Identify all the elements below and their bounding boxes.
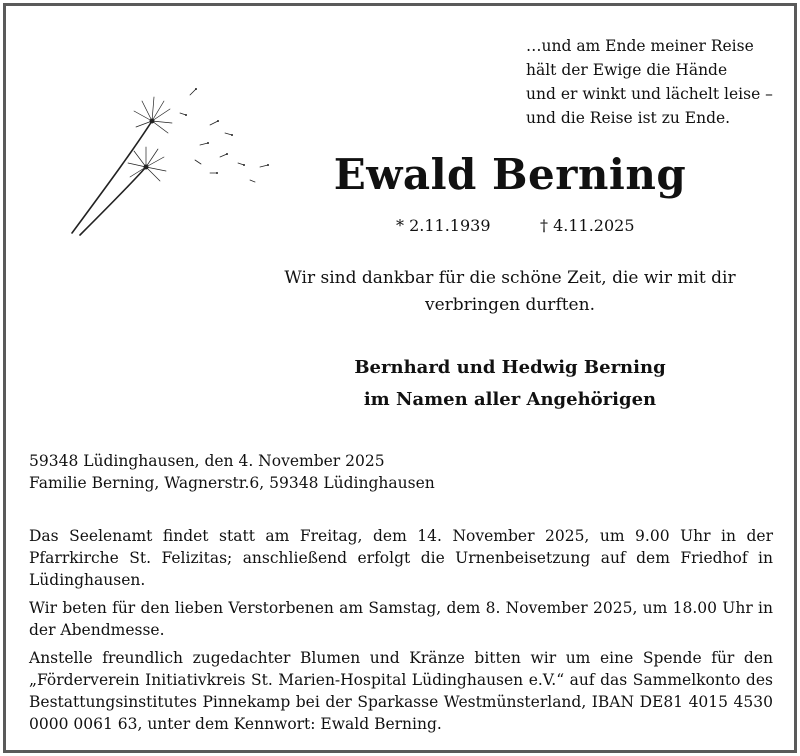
- signer-line: Bernhard und Hedwig Berning: [354, 357, 666, 378]
- poem-line: und die Reise ist zu Ende.: [526, 109, 731, 127]
- birth-date: * 2.11.1939: [396, 216, 491, 235]
- poem: [526, 34, 773, 130]
- dandelion-illustration: [60, 85, 290, 245]
- death-date: † 4.11.2025: [540, 216, 635, 235]
- poem-line: …und am Ende meiner Reise: [526, 37, 754, 55]
- signer-line: im Namen aller Angehörigen: [363, 389, 657, 410]
- donation-paragraph: Anstelle freundlich zugedachter Blumen und Kränze bitten wir um eine Spende für den „Förderverein Initiativkreis St. Marien-Hospital Lüdinghausen e.V.“ auf das Sammelkonto des Bestattungsinstitutes Pinnekamp bei der Sparkasse Westmünsterland, IBAN DE81 4015 4530 0000 0061 63, unter dem Kennwort: Ewald Berning.: [29, 649, 773, 733]
- poem-line: hält der Ewige die Hände: [526, 61, 728, 79]
- deceased-name: Ewald Berning: [333, 150, 687, 199]
- address-line: Familie Berning, Wagnerstr.6, 59348 Lüdinghausen: [29, 474, 435, 492]
- place-and-address: [29, 450, 435, 494]
- service-details: [29, 525, 773, 741]
- place-line: 59348 Lüdinghausen, den 4. November 2025: [29, 452, 385, 470]
- thanks-line: verbringen durften.: [425, 295, 595, 315]
- poem-line: und er winkt und lächelt leise –: [526, 85, 773, 103]
- thanks-line: Wir sind dankbar für die schöne Zeit, die wir mit dir: [284, 268, 736, 288]
- signers: [270, 352, 750, 416]
- thanks-text: [270, 265, 750, 319]
- prayer-paragraph: Wir beten für den lieben Verstorbenen am Samstag, dem 8. November 2025, um 18.00 Uhr in der Abendmesse.: [29, 599, 773, 639]
- service-paragraph: Das Seelenamt findet statt am Freitag, dem 14. November 2025, um 9.00 Uhr in der Pfarrkirche St. Felizitas; anschließend erfolgt die Urnenbeisetzung auf dem Friedhof in Lüdinghausen.: [29, 527, 773, 589]
